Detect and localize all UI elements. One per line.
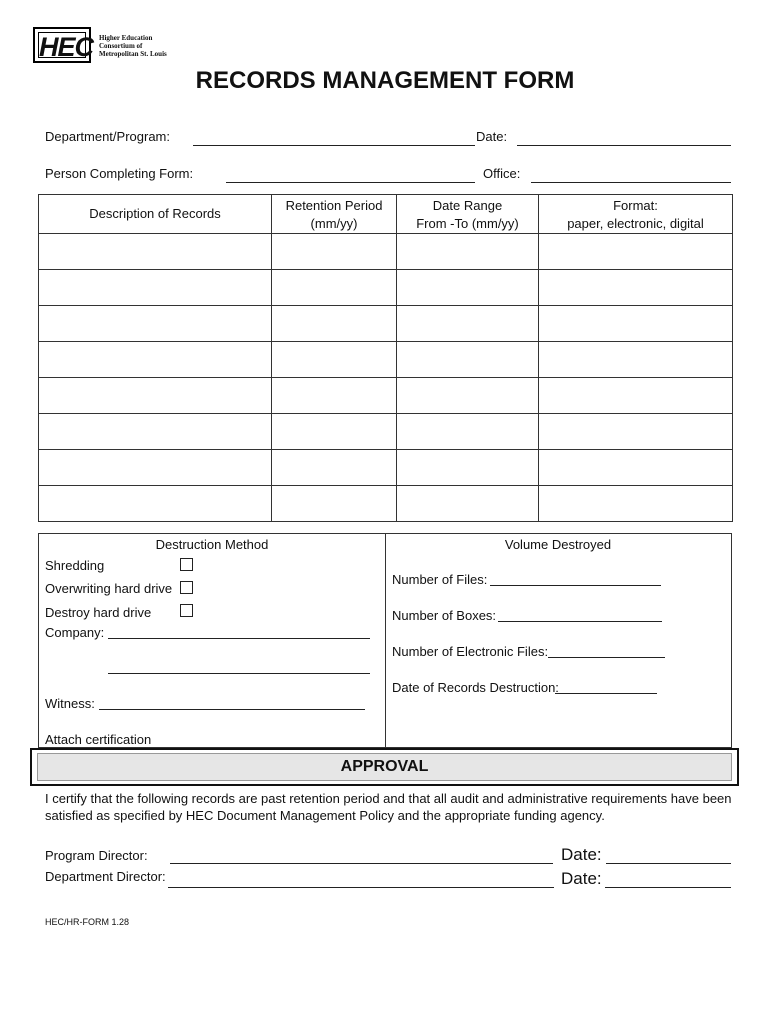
number-of-boxes-label: Number of Boxes: xyxy=(392,608,497,623)
date-field[interactable] xyxy=(517,145,731,146)
table-row xyxy=(39,270,733,306)
department-field[interactable] xyxy=(193,145,475,146)
table-row xyxy=(39,306,733,342)
destroy-hard-drive-label: Destroy hard drive xyxy=(45,605,152,620)
witness-label: Witness: xyxy=(45,696,95,711)
office-field[interactable] xyxy=(531,182,731,183)
shredding-checkbox[interactable] xyxy=(180,558,193,571)
approval-banner xyxy=(30,748,739,786)
hec-logo xyxy=(33,27,94,63)
col-date-range-header: Date Range From -To (mm/yy) xyxy=(397,195,539,234)
number-of-electronic-files-field[interactable] xyxy=(548,657,665,658)
volume-destroyed-heading: Volume Destroyed xyxy=(504,537,612,552)
program-director-signature-field[interactable] xyxy=(170,863,553,864)
organization-name: Higher Education Consortium of Metropolitan St. Louis xyxy=(99,34,167,58)
table-row xyxy=(39,342,733,378)
form-title: RECORDS MANAGEMENT FORM xyxy=(195,67,575,94)
destroy-hard-drive-checkbox[interactable] xyxy=(180,604,193,617)
office-label: Office: xyxy=(483,166,521,181)
approval-heading: APPROVAL xyxy=(37,753,732,781)
department-director-date-field[interactable] xyxy=(605,887,731,888)
destruction-method-heading: Destruction Method xyxy=(155,537,269,552)
records-table xyxy=(38,194,733,522)
destruction-date-field[interactable] xyxy=(555,693,657,694)
table-row xyxy=(39,450,733,486)
program-director-date-label: Date: xyxy=(561,845,602,864)
col-description-header: Description of Records xyxy=(39,195,272,234)
overwriting-label: Overwriting hard drive xyxy=(45,581,173,596)
overwriting-checkbox[interactable] xyxy=(180,581,193,594)
shredding-label: Shredding xyxy=(45,558,105,573)
table-row xyxy=(39,414,733,450)
number-of-files-field[interactable] xyxy=(490,585,661,586)
company-label: Company: xyxy=(45,625,105,640)
department-label: Department/Program: xyxy=(45,129,170,144)
date-label: Date: xyxy=(476,129,508,144)
destruction-volume-section xyxy=(38,533,732,748)
number-of-boxes-field[interactable] xyxy=(498,621,662,622)
destruction-date-label: Date of Records Destruction: xyxy=(392,680,559,695)
table-row xyxy=(39,378,733,414)
certification-statement: I certify that the following records are past retention period and that all audit and administrative requirements have been satisfied as specified by HEC Document Management Policy and the appropriate funding agency. xyxy=(45,791,732,823)
person-completing-label: Person Completing Form: xyxy=(45,166,194,181)
company-field-line2[interactable] xyxy=(108,673,370,674)
witness-field[interactable] xyxy=(99,709,365,710)
department-director-label: Department Director: xyxy=(45,869,166,884)
department-director-signature-field[interactable] xyxy=(168,887,554,888)
program-director-date-field[interactable] xyxy=(606,863,731,864)
number-of-electronic-files-label: Number of Electronic Files: xyxy=(392,644,549,659)
company-field[interactable] xyxy=(108,638,370,639)
program-director-label: Program Director: xyxy=(45,848,148,863)
form-code: HEC/HR-FORM 1.28 xyxy=(45,917,130,927)
person-completing-field[interactable] xyxy=(226,182,475,183)
section-divider xyxy=(385,534,386,747)
department-director-date-label: Date: xyxy=(561,869,602,888)
table-row xyxy=(39,486,733,522)
col-format-header: Format: paper, electronic, digital xyxy=(539,195,733,234)
col-retention-header: Retention Period (mm/yy) xyxy=(272,195,397,234)
number-of-files-label: Number of Files: xyxy=(392,572,488,587)
table-row xyxy=(39,234,733,270)
logo-text: HEC xyxy=(39,32,94,62)
attach-certification: Attach certification xyxy=(45,732,152,747)
